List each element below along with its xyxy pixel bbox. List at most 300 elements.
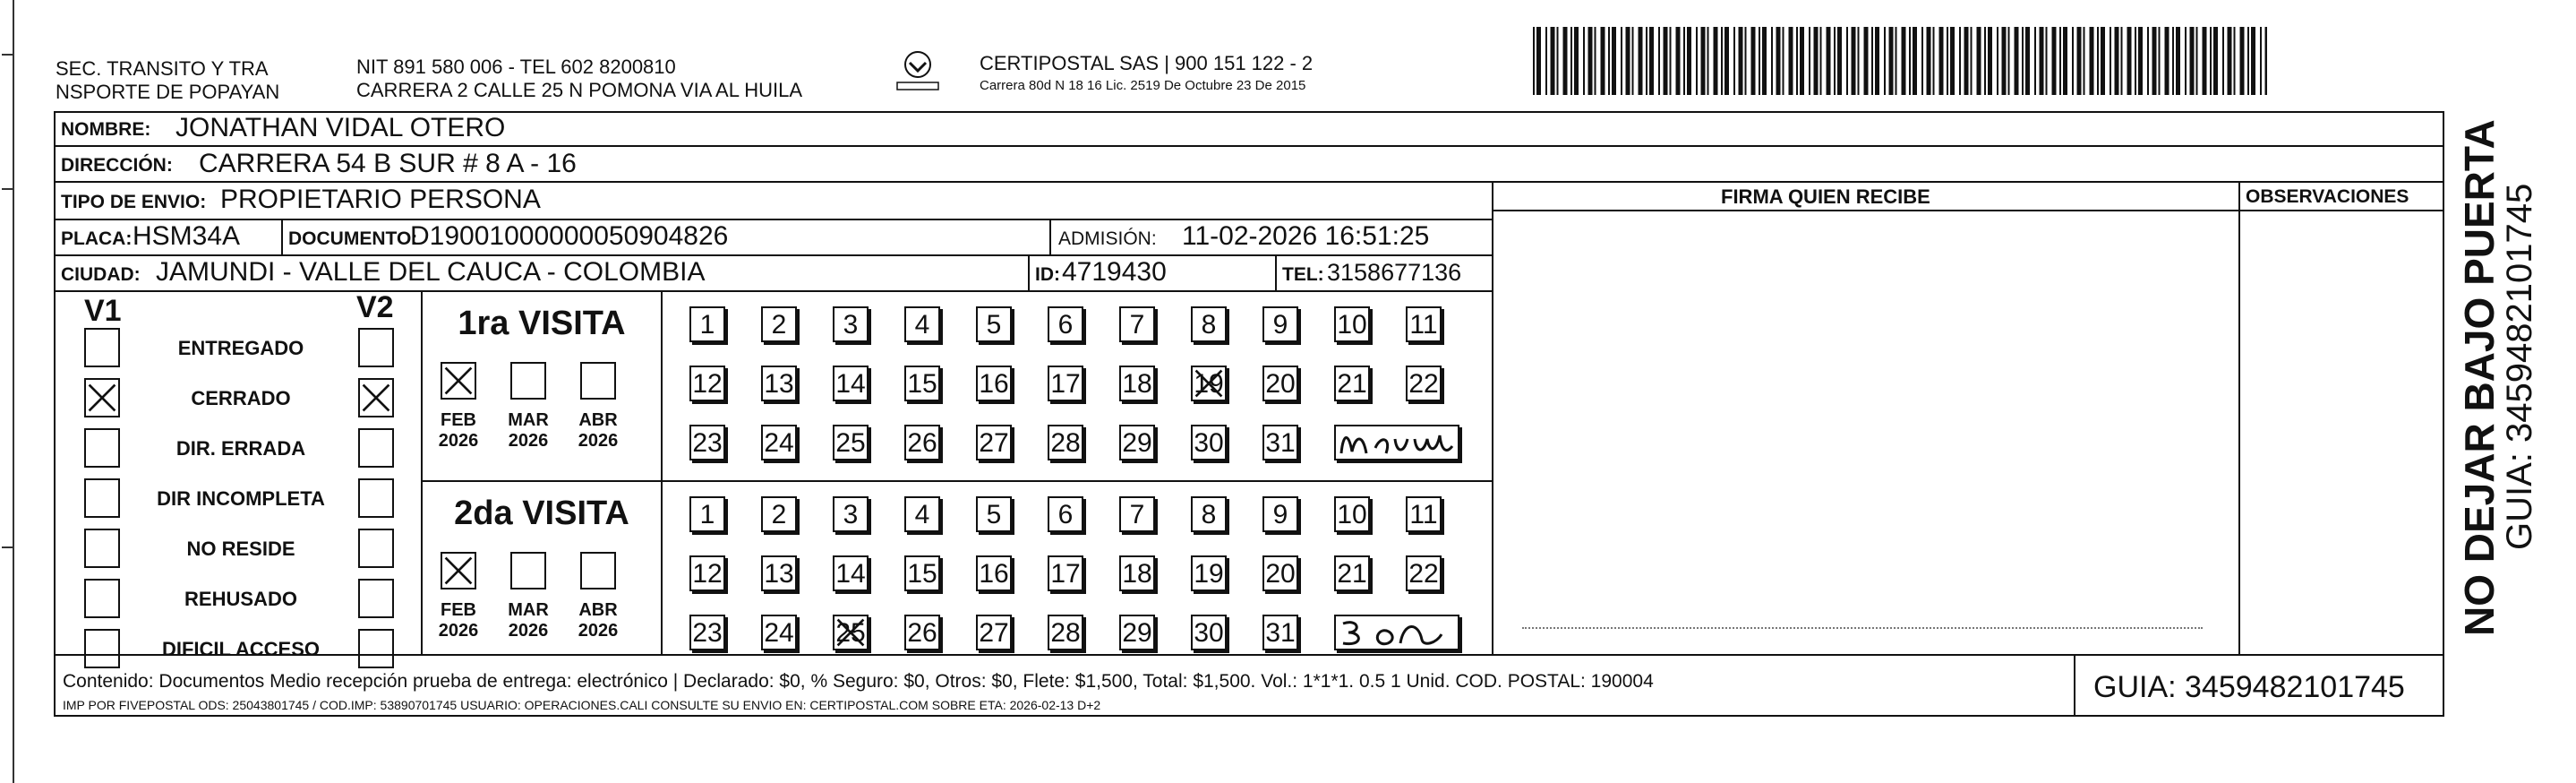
day-number: 1 bbox=[699, 310, 715, 340]
day-box[interactable] bbox=[761, 555, 797, 591]
barcode-bar bbox=[1687, 27, 1691, 95]
barcode-bar bbox=[1809, 27, 1810, 95]
sender-line2: NSPORTE DE POPAYAN bbox=[56, 81, 280, 103]
day-number: 21 bbox=[1337, 369, 1367, 399]
day-number: 13 bbox=[764, 369, 794, 399]
tel-label: TEL: bbox=[1282, 264, 1324, 285]
day-box[interactable] bbox=[1048, 555, 1083, 591]
x-mark-icon bbox=[86, 380, 118, 416]
nombre-label: NOMBRE: bbox=[61, 119, 151, 140]
barcode-bar bbox=[2185, 27, 2187, 95]
day-box[interactable] bbox=[1119, 366, 1155, 401]
v2-label: V2 bbox=[356, 290, 394, 324]
barcode-bar bbox=[1997, 27, 1998, 95]
v1-checkbox[interactable] bbox=[84, 378, 120, 417]
barcode-bar bbox=[2196, 27, 2198, 95]
day-box[interactable] bbox=[1262, 366, 1298, 401]
v1-checkbox[interactable] bbox=[84, 529, 120, 568]
barcode-bar bbox=[2090, 27, 2094, 95]
barcode-bar bbox=[1796, 27, 1798, 95]
day-number: 28 bbox=[1050, 618, 1081, 648]
v1-checkbox[interactable] bbox=[84, 579, 120, 618]
barcode-bar bbox=[2138, 27, 2143, 95]
barcode-bar bbox=[2110, 27, 2111, 95]
month-name: ABR bbox=[578, 410, 618, 430]
barcode-bar bbox=[1800, 27, 1804, 95]
day-number: 28 bbox=[1050, 428, 1081, 458]
barcode-bar bbox=[2176, 27, 2180, 95]
barcode-bar bbox=[1696, 27, 1698, 95]
day-box[interactable] bbox=[1262, 615, 1298, 650]
month-name: MAR bbox=[508, 600, 549, 620]
v2-checkbox[interactable] bbox=[358, 529, 394, 568]
barcode-bar bbox=[1984, 27, 1986, 95]
day-number: 23 bbox=[692, 428, 723, 458]
month-label bbox=[501, 600, 555, 641]
day-box[interactable] bbox=[761, 425, 797, 460]
barcode-bar bbox=[2127, 27, 2132, 95]
barcode-bar bbox=[2063, 27, 2067, 95]
month-year: 2026 bbox=[508, 621, 549, 641]
day-number: 7 bbox=[1129, 500, 1145, 529]
v1-label: V1 bbox=[84, 294, 122, 328]
barcode-bar bbox=[1950, 27, 1955, 95]
day-number: 14 bbox=[835, 369, 866, 399]
carrier-line2: Carrera 80d N 18 16 Lic. 2519 De Octubre 23 De 2015 bbox=[980, 78, 1306, 93]
v2-checkbox[interactable] bbox=[358, 579, 394, 618]
day-number: 12 bbox=[692, 369, 723, 399]
day-box[interactable] bbox=[1262, 496, 1298, 532]
barcode-bar bbox=[2247, 27, 2249, 95]
barcode-bar bbox=[1664, 27, 1668, 95]
barcode-bar bbox=[2165, 27, 2169, 95]
barcode-bar bbox=[2002, 27, 2007, 95]
barcode-bar bbox=[1724, 27, 1729, 95]
day-number: 6 bbox=[1057, 310, 1074, 340]
barcode-bar bbox=[1762, 27, 1767, 95]
barcode-bar bbox=[2015, 27, 2019, 95]
day-box[interactable] bbox=[833, 555, 869, 591]
day-box[interactable] bbox=[1119, 615, 1155, 650]
day-box[interactable] bbox=[904, 496, 940, 532]
tipo-value: PROPIETARIO PERSONA bbox=[220, 185, 541, 214]
day-number: 24 bbox=[764, 618, 794, 648]
barcode-bar bbox=[1551, 27, 1555, 95]
barcode-bar bbox=[2025, 27, 2030, 95]
visit-title-divider bbox=[661, 290, 663, 656]
x-mark-icon bbox=[442, 554, 475, 588]
barcode-bar bbox=[1884, 27, 1886, 95]
barcode-bar bbox=[1701, 27, 1706, 95]
barcode-bar bbox=[1626, 27, 1630, 95]
day-box[interactable] bbox=[833, 366, 869, 401]
barcode-bar bbox=[2135, 27, 2136, 95]
carrier-logo-icon bbox=[895, 47, 940, 93]
day-box[interactable] bbox=[1191, 496, 1227, 532]
day-number: 16 bbox=[979, 369, 1009, 399]
day-box[interactable] bbox=[833, 496, 869, 532]
barcode-bar bbox=[2072, 27, 2074, 95]
day-number: 9 bbox=[1272, 500, 1288, 529]
status-label: CERRADO bbox=[191, 387, 291, 409]
day-number: 14 bbox=[835, 559, 866, 589]
v2-checkbox[interactable] bbox=[358, 328, 394, 367]
tel-divider bbox=[1275, 254, 1277, 292]
day-box[interactable] bbox=[1406, 366, 1442, 401]
day-number: 15 bbox=[907, 369, 937, 399]
side-no-dejar: NO DEJAR BAJO PUERTA bbox=[2456, 119, 2503, 636]
guia-divider bbox=[2074, 654, 2075, 717]
signature-scribble-icon bbox=[1336, 616, 1458, 649]
left-edge-tick bbox=[2, 188, 13, 190]
barcode-bar bbox=[1632, 27, 1634, 95]
x-mark-icon bbox=[834, 616, 867, 649]
day-box[interactable] bbox=[1048, 306, 1083, 342]
x-mark-icon bbox=[360, 380, 392, 416]
handwritten-box[interactable] bbox=[1334, 615, 1459, 650]
month-year: 2026 bbox=[438, 431, 479, 451]
status-label: DIFICIL ACCESO bbox=[161, 638, 320, 660]
day-number: 5 bbox=[986, 500, 1002, 529]
day-box[interactable] bbox=[761, 496, 797, 532]
status-divider bbox=[421, 290, 423, 656]
barcode-bar bbox=[1837, 27, 1842, 95]
day-box[interactable] bbox=[904, 615, 940, 650]
barcode-bar bbox=[1827, 27, 1831, 95]
day-number: 30 bbox=[1194, 618, 1224, 648]
barcode-bar bbox=[2222, 27, 2224, 95]
visit-title: 2da VISITA bbox=[454, 495, 629, 532]
day-box[interactable] bbox=[761, 615, 797, 650]
day-box[interactable] bbox=[689, 615, 725, 650]
barcode-bar bbox=[2203, 27, 2207, 95]
v1-checkbox[interactable] bbox=[84, 328, 120, 367]
direccion-value: CARRERA 54 B SUR # 8 A - 16 bbox=[199, 149, 577, 178]
day-number: 17 bbox=[1050, 559, 1081, 589]
day-number: 16 bbox=[979, 559, 1009, 589]
admision-label: ADMISIÓN: bbox=[1058, 228, 1157, 249]
day-number: 18 bbox=[1122, 369, 1152, 399]
barcode-bar bbox=[1612, 27, 1616, 95]
footer-guia: GUIA: 3459482101745 bbox=[2093, 670, 2405, 704]
month-name: FEB bbox=[441, 600, 476, 620]
v1-checkbox[interactable] bbox=[84, 478, 120, 518]
barcode-bar bbox=[1658, 27, 1660, 95]
day-number: 13 bbox=[764, 559, 794, 589]
day-box[interactable] bbox=[1191, 615, 1227, 650]
day-number: 19 bbox=[1194, 369, 1224, 399]
status-label: ENTREGADO bbox=[177, 337, 304, 359]
tel-value: 3158677136 bbox=[1327, 259, 1462, 286]
barcode-bar bbox=[1927, 27, 1931, 95]
status-label: REHUSADO bbox=[184, 588, 297, 610]
barcode-bar bbox=[1714, 27, 1718, 95]
day-box[interactable] bbox=[1406, 555, 1442, 591]
day-box[interactable] bbox=[833, 615, 869, 650]
v2-checkbox[interactable] bbox=[358, 478, 394, 518]
barcode-bar bbox=[2240, 27, 2245, 95]
barcode-bar bbox=[1707, 27, 1709, 95]
day-box[interactable] bbox=[1334, 366, 1370, 401]
barcode-bar bbox=[1583, 27, 1585, 95]
day-number: 25 bbox=[835, 428, 866, 458]
status-label: DIR INCOMPLETA bbox=[157, 487, 325, 510]
day-number: 20 bbox=[1265, 369, 1296, 399]
barcode-bar bbox=[1783, 27, 1784, 95]
day-box[interactable] bbox=[1048, 366, 1083, 401]
firma-dotted-line bbox=[1522, 627, 2203, 629]
day-number: 2 bbox=[771, 310, 787, 340]
day-box[interactable] bbox=[689, 496, 725, 532]
id-divider bbox=[1028, 254, 1030, 292]
day-box[interactable] bbox=[1191, 425, 1227, 460]
day-box[interactable] bbox=[689, 366, 725, 401]
day-box[interactable] bbox=[1262, 555, 1298, 591]
left-edge-line bbox=[13, 0, 14, 783]
barcode-bar bbox=[1933, 27, 1935, 95]
day-box[interactable] bbox=[1334, 306, 1370, 342]
v2-checkbox[interactable] bbox=[358, 428, 394, 468]
barcode-bar bbox=[1745, 27, 1747, 95]
month-label bbox=[432, 410, 485, 452]
day-box[interactable] bbox=[1048, 496, 1083, 532]
day-box[interactable] bbox=[1048, 425, 1083, 460]
day-number: 27 bbox=[979, 428, 1009, 458]
barcode-bar bbox=[1864, 27, 1869, 95]
barcode-bar bbox=[2147, 27, 2149, 95]
day-box[interactable] bbox=[904, 425, 940, 460]
barcode-bar bbox=[1896, 27, 1897, 95]
day-number: 3 bbox=[843, 500, 859, 529]
barcode-bar bbox=[2172, 27, 2174, 95]
signature-scribble-icon bbox=[1336, 426, 1458, 459]
day-number: 8 bbox=[1201, 500, 1217, 529]
day-number: 22 bbox=[1408, 369, 1439, 399]
day-box[interactable] bbox=[976, 555, 1012, 591]
right-panel bbox=[1492, 181, 2444, 656]
day-number: 11 bbox=[1409, 310, 1438, 340]
barcode-bar bbox=[1902, 27, 1906, 95]
barcode-bar bbox=[1971, 27, 1973, 95]
barcode-bar bbox=[2152, 27, 2157, 95]
visits-divider bbox=[421, 480, 1493, 482]
day-box[interactable] bbox=[1119, 306, 1155, 342]
month-label bbox=[432, 600, 485, 641]
observaciones-label: OBSERVACIONES bbox=[2246, 186, 2409, 207]
id-label: ID: bbox=[1035, 264, 1060, 285]
barcode-bar bbox=[2121, 27, 2123, 95]
day-box[interactable] bbox=[976, 615, 1012, 650]
barcode-bar bbox=[2097, 27, 2099, 95]
barcode-bar bbox=[1959, 27, 1961, 95]
day-number: 4 bbox=[914, 310, 930, 340]
month-checkbox[interactable] bbox=[441, 552, 476, 589]
barcode-bar bbox=[2052, 27, 2057, 95]
left-edge-tick bbox=[2, 54, 13, 56]
visit-title: 1ra VISITA bbox=[458, 305, 626, 342]
month-checkbox[interactable] bbox=[441, 362, 476, 400]
v1-checkbox[interactable] bbox=[84, 428, 120, 468]
nombre-value: JONATHAN VIDAL OTERO bbox=[175, 113, 506, 142]
day-box[interactable] bbox=[761, 306, 797, 342]
barcode-bar bbox=[1875, 27, 1879, 95]
barcode-bar bbox=[1733, 27, 1735, 95]
placa-label: PLACA: bbox=[61, 228, 133, 249]
day-box[interactable] bbox=[689, 425, 725, 460]
month-checkbox[interactable] bbox=[510, 362, 546, 400]
left-edge-tick bbox=[2, 546, 13, 548]
day-box[interactable] bbox=[1048, 615, 1083, 650]
day-box[interactable] bbox=[1262, 306, 1298, 342]
day-box[interactable] bbox=[1406, 306, 1442, 342]
barcode-bar bbox=[1570, 27, 1572, 95]
barcode-bar bbox=[1557, 27, 1559, 95]
v2-checkbox[interactable] bbox=[358, 378, 394, 417]
handwritten-box[interactable] bbox=[1334, 425, 1459, 460]
barcode-bar bbox=[2008, 27, 2010, 95]
day-box[interactable] bbox=[976, 306, 1012, 342]
barcode-bar bbox=[1789, 27, 1793, 95]
barcode-bar bbox=[1608, 27, 1610, 95]
barcode-bar bbox=[2040, 27, 2044, 95]
barcode-bar bbox=[1639, 27, 1643, 95]
month-checkbox[interactable] bbox=[510, 552, 546, 589]
barcode-bar bbox=[1683, 27, 1685, 95]
month-year: 2026 bbox=[578, 621, 619, 641]
footer-imp: IMP POR FIVEPOSTAL ODS: 25043801745 / COD.IMP: 53890701745 USUARIO: OPERACIONES.CALI CONSULTE SU ENVIO EN: CERTIPOSTAL.COM SOBRE ETA: 2026-02-13 D+2 bbox=[63, 698, 1101, 712]
barcode-bar bbox=[1947, 27, 1948, 95]
barcode-bar bbox=[1646, 27, 1647, 95]
day-box[interactable] bbox=[1119, 496, 1155, 532]
day-number: 12 bbox=[692, 559, 723, 589]
barcode-bar bbox=[2022, 27, 2024, 95]
day-box[interactable] bbox=[1334, 555, 1370, 591]
day-number: 10 bbox=[1337, 310, 1367, 340]
day-box[interactable] bbox=[689, 306, 725, 342]
day-number: 1 bbox=[699, 500, 715, 529]
month-checkbox[interactable] bbox=[580, 362, 616, 400]
day-number: 29 bbox=[1122, 618, 1152, 648]
day-box[interactable] bbox=[904, 366, 940, 401]
barcode-bar bbox=[2190, 27, 2195, 95]
day-box[interactable] bbox=[1406, 496, 1442, 532]
day-box[interactable] bbox=[904, 555, 940, 591]
tipo-label: TIPO DE ENVIO: bbox=[61, 192, 207, 212]
barcode-bar bbox=[1776, 27, 1781, 95]
barcode-bar bbox=[1545, 27, 1547, 95]
day-box[interactable] bbox=[1191, 306, 1227, 342]
barcode-bar bbox=[1574, 27, 1579, 95]
footer-contenido: Contenido: Documentos Medio recepción prueba de entrega: electrónico | Declarado: $0, % Seguro: $0, Otros: $0, Flete: $1,500, Total: $1,500. Vol.: 1*1*1. 0.5 1 Unid. COD. POSTAL: 190004 bbox=[63, 671, 1654, 692]
ciudad-value: JAMUNDI - VALLE DEL CAUCA - COLOMBIA bbox=[156, 257, 706, 287]
observaciones-divider bbox=[2238, 181, 2240, 656]
day-box[interactable] bbox=[1191, 366, 1227, 401]
day-box[interactable] bbox=[833, 425, 869, 460]
barcode-bar bbox=[1739, 27, 1743, 95]
day-box[interactable] bbox=[976, 366, 1012, 401]
day-number: 19 bbox=[1194, 559, 1224, 589]
day-box[interactable] bbox=[904, 306, 940, 342]
address-line: CARRERA 2 CALLE 25 N POMONA VIA AL HUILA bbox=[356, 79, 803, 101]
carrier-line1: CERTIPOSTAL SAS | 900 151 122 - 2 bbox=[980, 52, 1314, 74]
placa-divider bbox=[281, 219, 283, 256]
day-box[interactable] bbox=[689, 555, 725, 591]
day-box[interactable] bbox=[1262, 425, 1298, 460]
barcode-bar bbox=[1964, 27, 1969, 95]
barcode-bar bbox=[1939, 27, 1944, 95]
barcode-bar bbox=[1649, 27, 1654, 95]
day-number: 10 bbox=[1337, 500, 1367, 529]
firma-label: FIRMA QUIEN RECIBE bbox=[1721, 185, 1930, 208]
day-number: 20 bbox=[1265, 559, 1296, 589]
day-number: 11 bbox=[1409, 500, 1438, 529]
barcode-bar bbox=[1858, 27, 1860, 95]
barcode-bar bbox=[2260, 27, 2262, 95]
status-label: NO RESIDE bbox=[186, 538, 295, 560]
status-label: DIR. ERRADA bbox=[175, 437, 306, 460]
day-box[interactable] bbox=[1334, 496, 1370, 532]
barcode-bar bbox=[2034, 27, 2036, 95]
barcode-bar bbox=[2159, 27, 2161, 95]
day-box[interactable] bbox=[976, 425, 1012, 460]
barcode-bar bbox=[1621, 27, 1622, 95]
day-box[interactable] bbox=[1119, 555, 1155, 591]
barcode-bar bbox=[1536, 27, 1541, 95]
admision-divider bbox=[1049, 219, 1051, 256]
placa-value: HSM34A bbox=[133, 221, 241, 251]
barcode-bar bbox=[1563, 27, 1568, 95]
day-box[interactable] bbox=[1119, 425, 1155, 460]
barcode-bar bbox=[1759, 27, 1760, 95]
ciudad-label: CIUDAD: bbox=[61, 264, 141, 285]
day-box[interactable] bbox=[833, 306, 869, 342]
barcode-bar bbox=[1595, 27, 1596, 95]
barcode-bar bbox=[1601, 27, 1605, 95]
day-number: 21 bbox=[1337, 559, 1367, 589]
barcode-bar bbox=[1721, 27, 1723, 95]
day-number: 29 bbox=[1122, 428, 1152, 458]
day-number: 6 bbox=[1057, 500, 1074, 529]
day-number: 31 bbox=[1265, 618, 1296, 648]
day-box[interactable] bbox=[761, 366, 797, 401]
admision-value: 11-02-2026 16:51:25 bbox=[1182, 221, 1430, 251]
barcode-bar bbox=[1913, 27, 1917, 95]
barcode-bar bbox=[1820, 27, 1822, 95]
barcode-bar bbox=[2101, 27, 2105, 95]
day-box[interactable] bbox=[976, 496, 1012, 532]
day-number: 23 bbox=[692, 618, 723, 648]
barcode-bar bbox=[1814, 27, 1819, 95]
month-name: MAR bbox=[508, 410, 549, 430]
day-box[interactable] bbox=[1191, 555, 1227, 591]
barcode-bar bbox=[2251, 27, 2255, 95]
id-value: 4719430 bbox=[1062, 257, 1167, 287]
month-checkbox[interactable] bbox=[580, 552, 616, 589]
day-number: 2 bbox=[771, 500, 787, 529]
day-number: 18 bbox=[1122, 559, 1152, 589]
barcode-bar bbox=[1751, 27, 1756, 95]
month-year: 2026 bbox=[508, 431, 549, 451]
barcode-bar bbox=[2213, 27, 2218, 95]
barcode-bar bbox=[1889, 27, 1894, 95]
barcode-bar bbox=[2084, 27, 2085, 95]
documento-label: DOCUMENTO: bbox=[288, 228, 418, 249]
documento-value: D19001000000050904826 bbox=[410, 221, 729, 251]
direccion-label: DIRECCIÓN: bbox=[61, 155, 173, 176]
barcode-bar bbox=[1771, 27, 1773, 95]
day-number: 5 bbox=[986, 310, 1002, 340]
barcode-bar bbox=[1921, 27, 1923, 95]
